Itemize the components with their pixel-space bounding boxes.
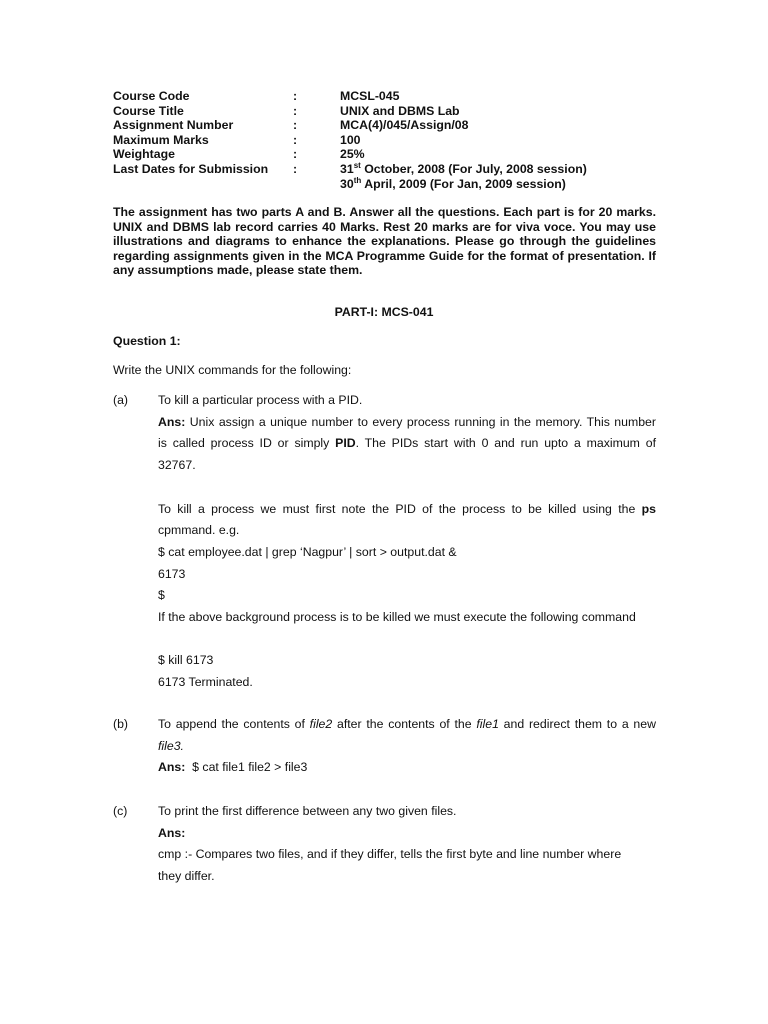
answer-line xyxy=(158,412,656,434)
answer-line xyxy=(158,499,656,521)
question-intro: Write the UNIX commands for the following: xyxy=(113,363,352,377)
info-colon: : xyxy=(293,161,298,176)
answer-line: cpmmand. e.g. xyxy=(158,523,240,538)
answer-term: PID xyxy=(335,436,356,451)
info-colon: : xyxy=(293,132,298,147)
question-heading: Question 1: xyxy=(113,334,181,348)
item-text: after the contents of the xyxy=(332,717,477,731)
info-colon: : xyxy=(293,103,298,118)
answer-text: Unix assign a unique number to every process running in the memory. This number xyxy=(185,414,656,429)
info-value: UNIX and DBMS Lab xyxy=(340,103,460,118)
item-title xyxy=(158,714,656,736)
item-title: To kill a particular process with a PID. xyxy=(158,393,363,407)
part-heading: PART-I: MCS-041 xyxy=(334,305,434,319)
intro-paragraph: The assignment has two parts A and B. Answer all the questions. Each part is for 20 marks. UNIX and DBMS lab record carries 40 Marks. Rest 20 marks are for viva voce. You may use illustrations and diagrams to enhance the explanations. Please go through the guidelines regarding assignments given in the MCA Programme Guide for the format of presentation. If any assumptions made, please state them. xyxy=(113,205,656,278)
info-label: Course Code xyxy=(113,89,190,103)
info-value xyxy=(340,177,566,192)
file-name: file1 xyxy=(476,717,499,731)
info-value: 100 xyxy=(340,132,361,147)
answer-text: To kill a process we must first note the PID of the process to be killed using the xyxy=(158,501,642,516)
answer-line xyxy=(158,757,656,779)
answer-line: they differ. xyxy=(158,869,215,884)
command-line: $ kill 6173 xyxy=(158,653,214,668)
date-suffix: st xyxy=(353,160,361,170)
info-colon: : xyxy=(293,118,298,133)
file-name: file2 xyxy=(309,717,333,731)
info-value: MCA(4)/045/Assign/08 xyxy=(340,118,469,133)
answer-line xyxy=(158,433,656,455)
item-title: To print the first difference between any two given files. xyxy=(158,804,457,818)
answer-text: is called process ID or simply xyxy=(158,436,336,451)
answer-line: cmp :- Compares two files, and if they differ, tells the first byte and line number where xyxy=(158,847,622,862)
command-prompt: $ xyxy=(158,588,165,603)
command-line: $ cat employee.dat | grep ‘Nagpur’ | sort > output.dat & xyxy=(158,544,457,559)
item-title-cont xyxy=(158,736,656,758)
item-text: and redirect them to a new xyxy=(498,717,656,731)
info-label: Course Title xyxy=(113,103,184,118)
info-colon: : xyxy=(293,89,298,103)
info-value xyxy=(340,162,587,177)
date-suffix: th xyxy=(353,175,362,185)
info-label: Maximum Marks xyxy=(113,132,209,147)
item-body xyxy=(158,801,656,888)
answer-label: Ans: xyxy=(158,825,186,840)
info-value: 25% xyxy=(340,147,365,162)
answer-line: If the above background process is to be killed we must execute the following command xyxy=(158,610,636,625)
info-colon: : xyxy=(293,147,298,162)
info-value: MCSL-045 xyxy=(340,89,400,103)
answer-label: Ans: xyxy=(158,760,186,775)
answer-line: 32767. xyxy=(158,458,196,473)
item-letter: (c) xyxy=(113,804,128,818)
info-label: Last Dates for Submission xyxy=(113,161,269,176)
date-rest: April, 2009 (For Jan, 2009 session) xyxy=(361,176,566,191)
date-day: 30 xyxy=(340,176,354,191)
item-body xyxy=(158,390,656,694)
command-output: 6173 xyxy=(158,566,186,581)
answer-label-line xyxy=(158,823,656,845)
command-output: 6173 Terminated. xyxy=(158,675,253,690)
item-letter: (a) xyxy=(113,393,129,407)
answer-text: . The PIDs start with 0 and run upto a maximum of xyxy=(355,436,657,451)
item-letter: (b) xyxy=(113,717,129,731)
item-body xyxy=(158,714,656,779)
file-name: file3. xyxy=(158,738,184,753)
item-text: To append the contents of xyxy=(158,717,310,731)
answer-label: Ans: xyxy=(158,414,186,429)
command-line: $ cat file1 file2 > file3 xyxy=(185,760,308,775)
info-label: Weightage xyxy=(113,147,175,162)
info-label: Assignment Number xyxy=(113,118,234,133)
answer-term: ps xyxy=(641,501,656,516)
date-rest: October, 2008 (For July, 2008 session) xyxy=(360,161,587,176)
date-day: 31 xyxy=(340,161,354,176)
